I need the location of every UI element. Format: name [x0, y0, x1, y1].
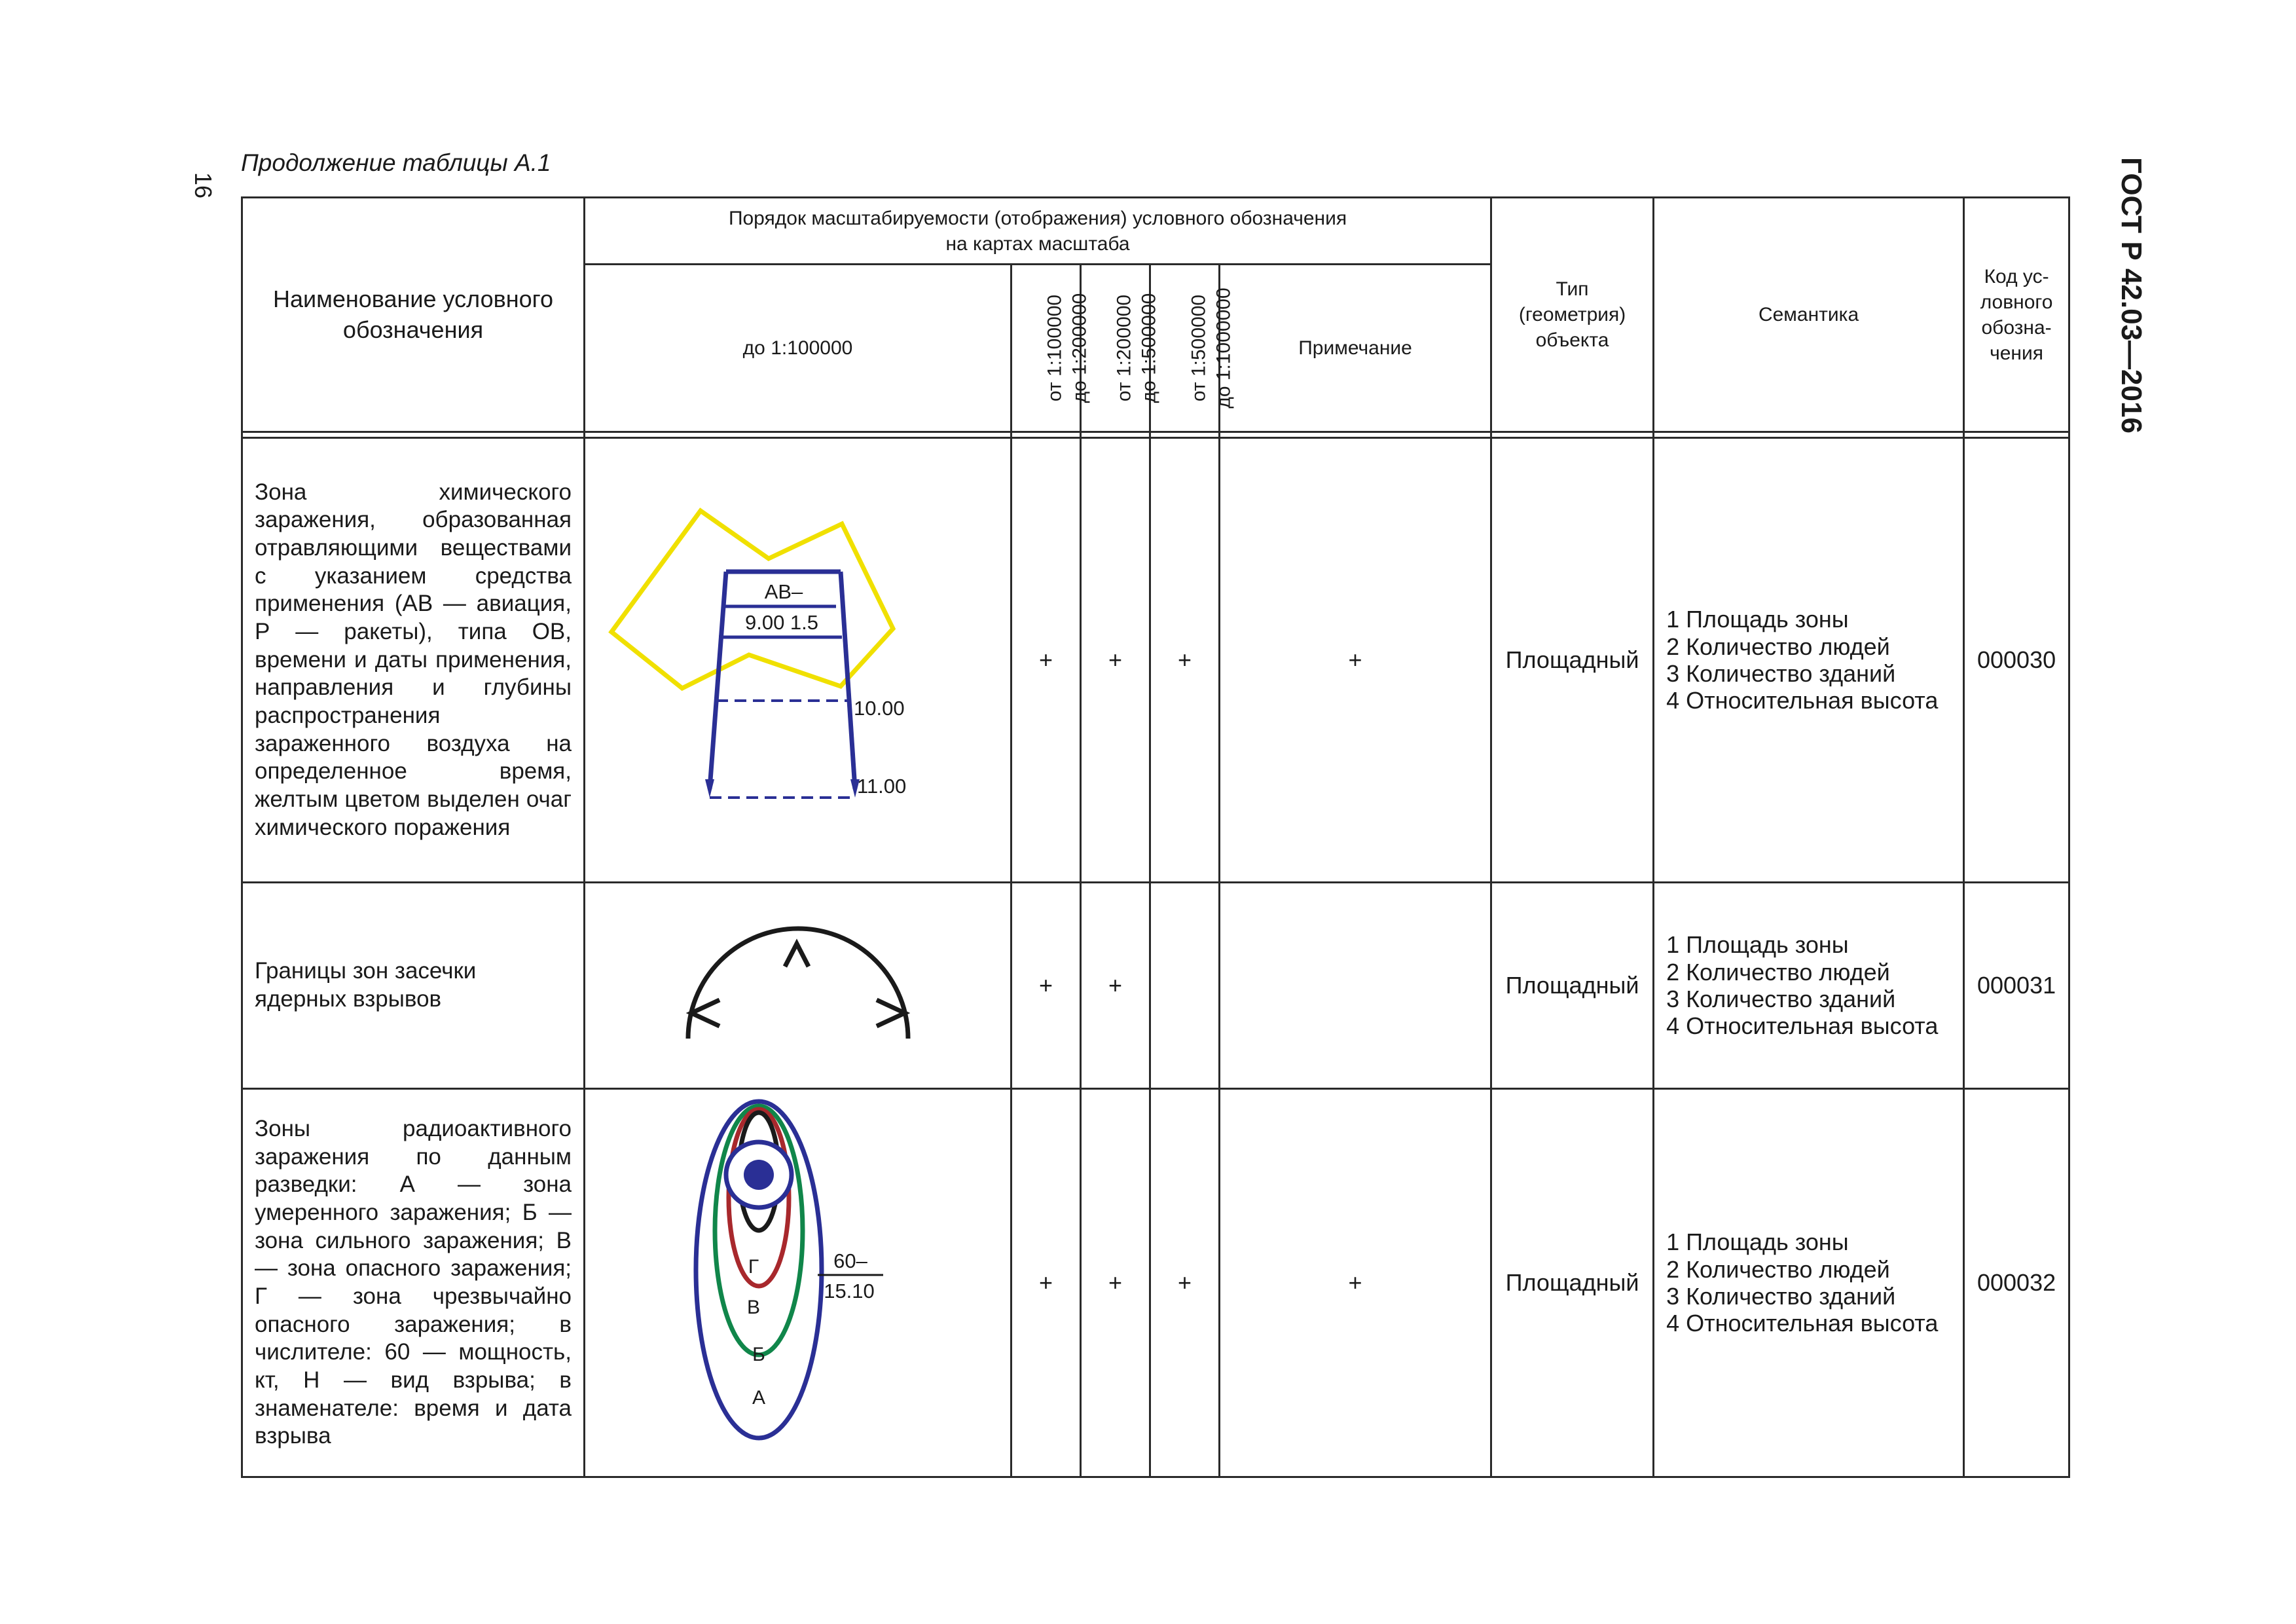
row-name: Зоны радиоактивного заражения по данным разведки: А — зона умеренного заражения; Б — зона сильного заражения; В — зона опасного заражения; Г — зона чрезвычайно опасного заражения; в числителе: 60 — мощность, кт, Н — вид взрыва; в знаменателе: время и дата взрыва: [242, 1089, 585, 1477]
arrow-left-icon: [705, 779, 714, 798]
semantics-item: 3 Количество зданий: [1666, 986, 1896, 1012]
row-scale2: +: [1011, 438, 1081, 883]
header-code-line2: ловного: [1980, 291, 2053, 313]
semantics-item: 2 Количество людей: [1666, 633, 1890, 660]
row-code: 000030: [1964, 438, 2069, 883]
row-scale3: +: [1081, 438, 1150, 883]
chemical-right-direction: [841, 572, 855, 789]
symbol-radioactive-zones: [585, 1089, 1011, 1477]
semantics-item: 1 Площадь зоны: [1666, 606, 1849, 633]
row-note: +: [1220, 1089, 1491, 1477]
header-scale-group-line1: Порядок масштабируемости (отображения) условного обозначения: [728, 207, 1347, 229]
radioactive-zones-symbol: [585, 1090, 1012, 1469]
page-number: 16: [190, 172, 217, 199]
header-scale-group-line2: на картах масштаба: [945, 232, 1130, 255]
header-scale4-line1: от 1:500000: [1188, 294, 1210, 401]
header-code: [1964, 198, 2069, 432]
semantics-item: 2 Количество людей: [1666, 1255, 1890, 1283]
header-scale2-line2: до 1:200000: [1068, 293, 1090, 403]
row-note: +: [1220, 438, 1491, 883]
header-type-line1: Тип: [1556, 278, 1589, 300]
header-code-line4: чения: [1990, 342, 2043, 364]
table-caption: Продолжение таблицы А.1: [241, 149, 551, 176]
symbols-table: [241, 196, 2070, 1478]
chemical-depth-1: 10.00: [854, 697, 905, 720]
row-type: Площадный: [1491, 883, 1654, 1089]
header-scale4-line2: до 1:1000000: [1212, 287, 1235, 409]
zone-a-label: А: [752, 1387, 766, 1409]
row-scale4: [1150, 883, 1220, 1089]
semantics-item: 3 Количество зданий: [1666, 660, 1896, 687]
symbol-nuclear-bounds: [585, 883, 1011, 1089]
semantics-item: 4 Относительная высота: [1666, 1012, 1939, 1040]
semantics-item: 1 Площадь зоны: [1666, 1228, 1849, 1256]
header-scale3-line2: до 1:500000: [1137, 293, 1159, 403]
table-row: [242, 1089, 2069, 1477]
row-semantics: [1654, 438, 1964, 883]
row-type: Площадный: [1491, 438, 1654, 883]
header-scale2: [1011, 265, 1090, 432]
row-scale3: +: [1081, 883, 1150, 1089]
header-type: [1491, 198, 1654, 432]
standard-title: ГОСТ Р 42.03—2016: [2115, 157, 2147, 434]
explosion-power: 60–: [833, 1249, 867, 1272]
row-scale4: +: [1150, 438, 1220, 883]
row-semantics: [1654, 883, 1964, 1089]
header-scale2-line1: от 1:100000: [1044, 294, 1066, 401]
semantics-item: 4 Относительная высота: [1666, 1310, 1939, 1337]
header-separator: [242, 432, 2069, 438]
header-scale-group: [585, 198, 1491, 265]
zone-g-label: Г: [748, 1256, 759, 1278]
row-scale4: +: [1150, 1089, 1220, 1477]
row-name: Зона химического заражения, образованная отравляющими веществами с указанием средства применения (АВ — авиация, Р — ракеты), типа ОВ, времени и даты применения, направления и глубины распространения зараженного воздуха на определенное время, желтым цветом выделен очаг химического поражения: [242, 438, 585, 883]
header-name: Наименование условного обозначения: [242, 198, 585, 432]
zone-v-label: В: [746, 1297, 761, 1318]
header-row-1: [242, 198, 2069, 265]
table-row: [242, 438, 2069, 883]
row-scale2: +: [1011, 883, 1081, 1089]
zone-b-label: Б: [752, 1344, 765, 1365]
symbol-chemical-zone: [585, 438, 1011, 883]
row-code: 000032: [1964, 1089, 2069, 1477]
header-type-line2: (геометрия): [1518, 304, 1626, 325]
explosion-datetime: 15.10: [824, 1280, 875, 1302]
chevron-up-icon: [785, 944, 809, 967]
header-code-line3: обозна-: [1981, 316, 2052, 339]
header-type-line3: объекта: [1535, 329, 1609, 351]
header-semantics: Семантика: [1654, 198, 1964, 432]
row-type: Площадный: [1491, 1089, 1654, 1477]
chemical-depth-2: 11.00: [857, 775, 907, 798]
explosion-center-dot: [744, 1160, 774, 1190]
header-scale3-line1: от 1:200000: [1113, 294, 1135, 401]
row-name: Границы зон засечки ядерных взрывов: [242, 883, 585, 1089]
semantics-item: 3 Количество зданий: [1666, 1283, 1896, 1310]
chemical-text-mid: 9.00 1.5: [744, 611, 819, 634]
chemical-zone-symbol: [585, 439, 1012, 875]
table-row: [242, 883, 2069, 1089]
chemical-outbreak-polygon: [611, 511, 893, 688]
semantics-item: 1 Площадь зоны: [1666, 931, 1849, 959]
semantics-item: 4 Относительная высота: [1666, 687, 1939, 714]
header-code-line1: Код ус-: [1984, 265, 2049, 287]
chemical-text-top: АВ–: [764, 580, 803, 603]
header-scale1: до 1:100000: [585, 265, 1011, 432]
chemical-left-direction: [710, 572, 726, 789]
row-scale2: +: [1011, 1089, 1081, 1477]
semantics-item: 2 Количество людей: [1666, 958, 1890, 986]
row-semantics: [1654, 1089, 1964, 1477]
row-note: [1220, 883, 1491, 1089]
row-scale3: +: [1081, 1089, 1150, 1477]
nuclear-bounds-symbol: [585, 883, 1012, 1081]
header-note: Примечание: [1220, 265, 1491, 432]
row-code: 000031: [1964, 883, 2069, 1089]
